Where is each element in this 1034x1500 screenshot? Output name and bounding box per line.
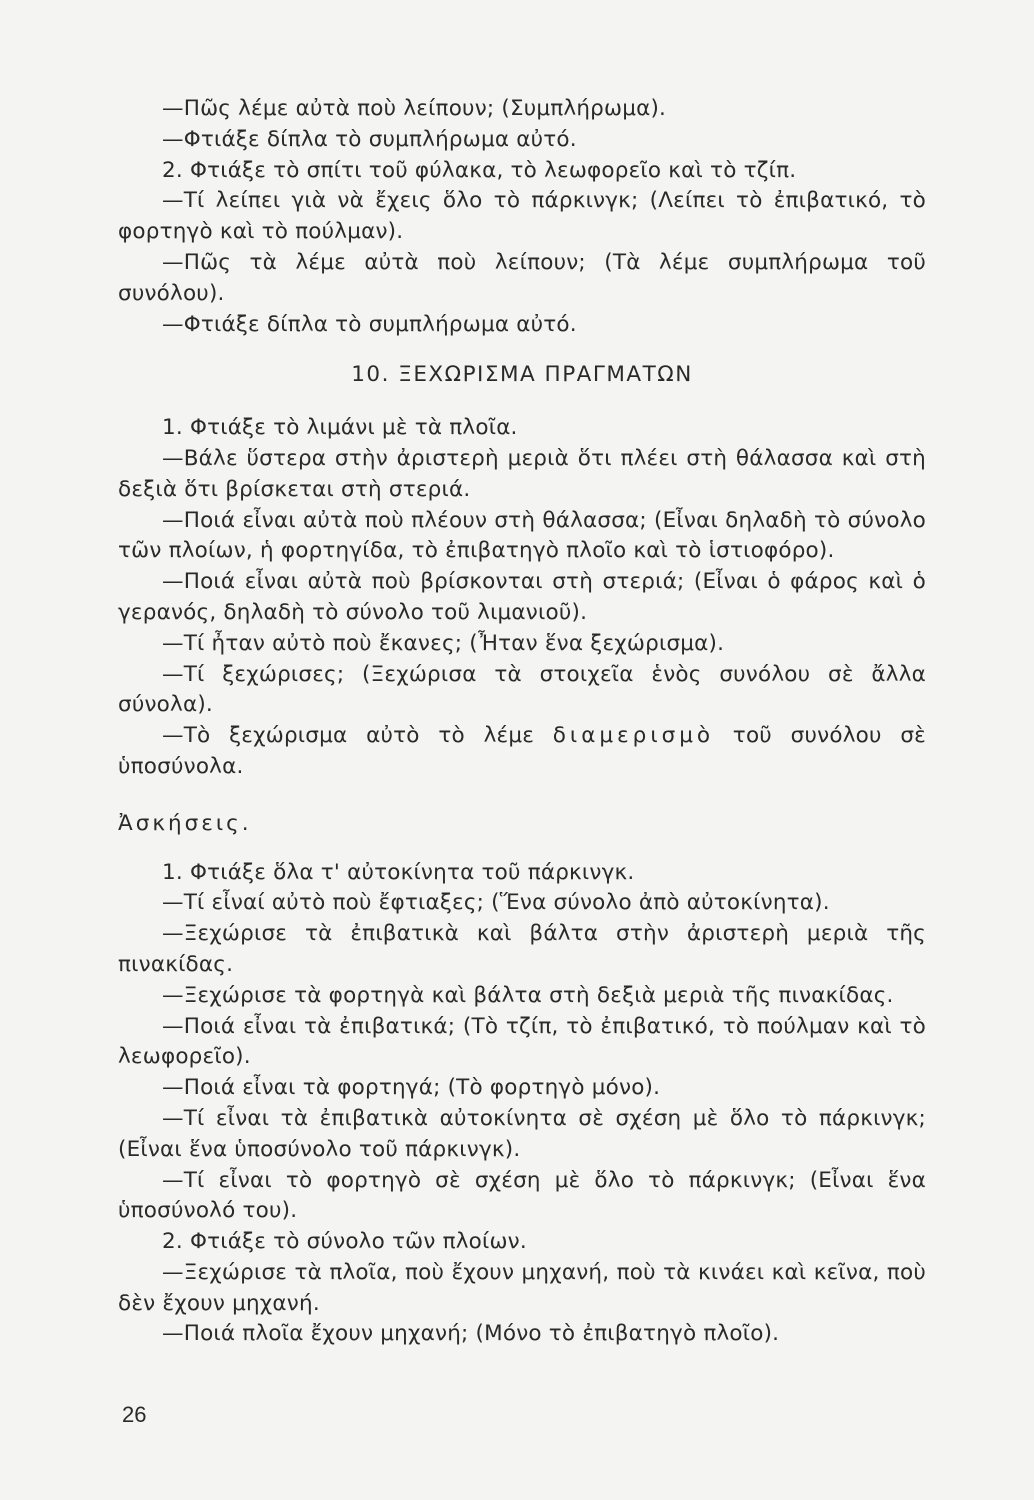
paragraph: —Τί λείπει γιὰ νὰ ἔχεις ὅλο τὸ πάρκινγκ; (Λείπει τὸ ἐπιβατικό, τὸ φορτηγὸ καὶ τὸ πούλμαν). xyxy=(118,188,926,245)
exercise-line: —Ποιά εἶναι τὰ ἐπιβατικά; (Τὸ τζίπ, τὸ ἐπιβατικό, τὸ πούλμαν καὶ τὸ λεωφορεῖο). xyxy=(118,1013,926,1070)
paragraph: —Πῶς λέμε αὐτὰ ποὺ λείπουν; (Συμπλήρωμα). xyxy=(162,96,667,121)
paragraph: —Τί ἦταν αὐτὸ ποὺ ἔκανες; (Ἦταν ἕνα ξεχώρισμα). xyxy=(162,630,725,656)
exercise-line: —Ξεχώρισε τὰ ἐπιβατικὰ καὶ βάλτα στὴν ἀριστερὴ μεριὰ τῆς πινακίδας. xyxy=(118,921,926,977)
paragraph: —Βάλε ὕστερα στὴν ἀριστερὴ μεριὰ ὅτι πλέει στὴ θάλασσα καὶ στὴ δεξιὰ ὅτι βρίσκεται στὴ στεριά. xyxy=(118,445,926,502)
page-number: 26 xyxy=(122,1402,147,1427)
paragraph: 2. Φτιάξε τὸ σπίτι τοῦ φύλακα, τὸ λεωφορεῖο καὶ τὸ τζίπ. xyxy=(162,157,797,183)
page-text xyxy=(118,94,926,1350)
exercise-line: 2. Φτιάξε τὸ σύνολο τῶν πλοίων. xyxy=(162,1229,527,1255)
exercise-line: —Τί εἶναι τὰ ἐπιβατικὰ αὐτοκίνητα σὲ σχέση μὲ ὅλο τὸ πάρκινγκ; (Εἶναι ἕνα ὑποσύνολο τοῦ πάρκινγκ). xyxy=(118,1105,926,1162)
paragraph: —Ποιά εἶναι αὐτὰ ποὺ πλέουν στὴ θάλασσα; (Εἶναι δηλαδὴ τὸ σύνολο τῶν πλοίων, ἡ φορτηγίδα, τὸ ἐπιβατηγὸ πλοῖο καὶ τὸ ἱστιοφόρο). xyxy=(118,507,926,564)
paragraph xyxy=(118,721,926,783)
exercise-line: —Ποιά πλοῖα ἔχουν μηχανή; (Μόνο τὸ ἐπιβατηγὸ πλοῖο). xyxy=(162,1321,780,1347)
emphasized-term: διαμερισμὸ xyxy=(552,723,715,749)
text-run: —Τὸ ξεχώρισμα αὐτὸ τὸ λέμε xyxy=(162,723,553,749)
paragraph: —Τί ξεχώρισες; (Ξεχώρισα τὰ στοιχεῖα ἑνὸς συνόλου σὲ ἄλλα σύνολα). xyxy=(118,661,926,718)
paragraph: —Πῶς τὰ λέμε αὐτὰ ποὺ λείπουν; (Τὰ λέμε συμπλήρωμα τοῦ συνόλου). xyxy=(118,249,926,306)
exercise-line: —Τί εἶναί αὐτὸ ποὺ ἔφτιαξες; (Ἕνα σύνολο ἀπὸ αὐτοκίνητα). xyxy=(162,890,830,916)
exercise-line: —Ξεχώρισε τὰ πλοῖα, ποὺ ἔχουν μηχανή, ποὺ τὰ κινάει καὶ κεῖνα, ποὺ δὲν ἔχουν μηχανή. xyxy=(118,1259,926,1316)
paragraph: 1. Φτιάξε τὸ λιμάνι μὲ τὰ πλοῖα. xyxy=(162,415,518,441)
paragraph: —Φτιάξε δίπλα τὸ συμπλήρωμα αὐτό. xyxy=(162,311,577,337)
text-run: τοῦ συνόλου σὲ ὑποσύνολα. xyxy=(118,723,927,779)
exercises-title: Ἀσκήσεις. xyxy=(118,810,252,836)
exercise-line: —Ξεχώρισε τὰ φορτηγὰ καὶ βάλτα στὴ δεξιὰ μεριὰ τῆς πινακίδας. xyxy=(162,982,894,1008)
exercise-line: —Ποιά εἶναι τὰ φορτηγά; (Τὸ φορτηγὸ μόνο). xyxy=(162,1075,661,1101)
paragraph: —Ποιά εἶναι αὐτὰ ποὺ βρίσκονται στὴ στεριά; (Εἶναι ὁ φάρος καὶ ὁ γερανός, δηλαδὴ τὸ σύνολο τοῦ λιμανιοῦ). xyxy=(118,569,926,625)
exercise-line: 1. Φτιάξε ὅλα τ' αὐτοκίνητα τοῦ πάρκινγκ. xyxy=(162,859,635,885)
paragraph: —Φτιάξε δίπλα τὸ συμπλήρωμα αὐτό. xyxy=(162,126,577,152)
exercise-line: —Τί εἶναι τὸ φορτηγὸ σὲ σχέση μὲ ὅλο τὸ πάρκινγκ; (Εἶναι ἕνα ὑποσύνολό του). xyxy=(118,1167,926,1224)
section-heading: 10. ΞΕΧΩΡΙΣΜΑ ΠΡΑΓΜΑΤΩΝ xyxy=(351,362,693,388)
